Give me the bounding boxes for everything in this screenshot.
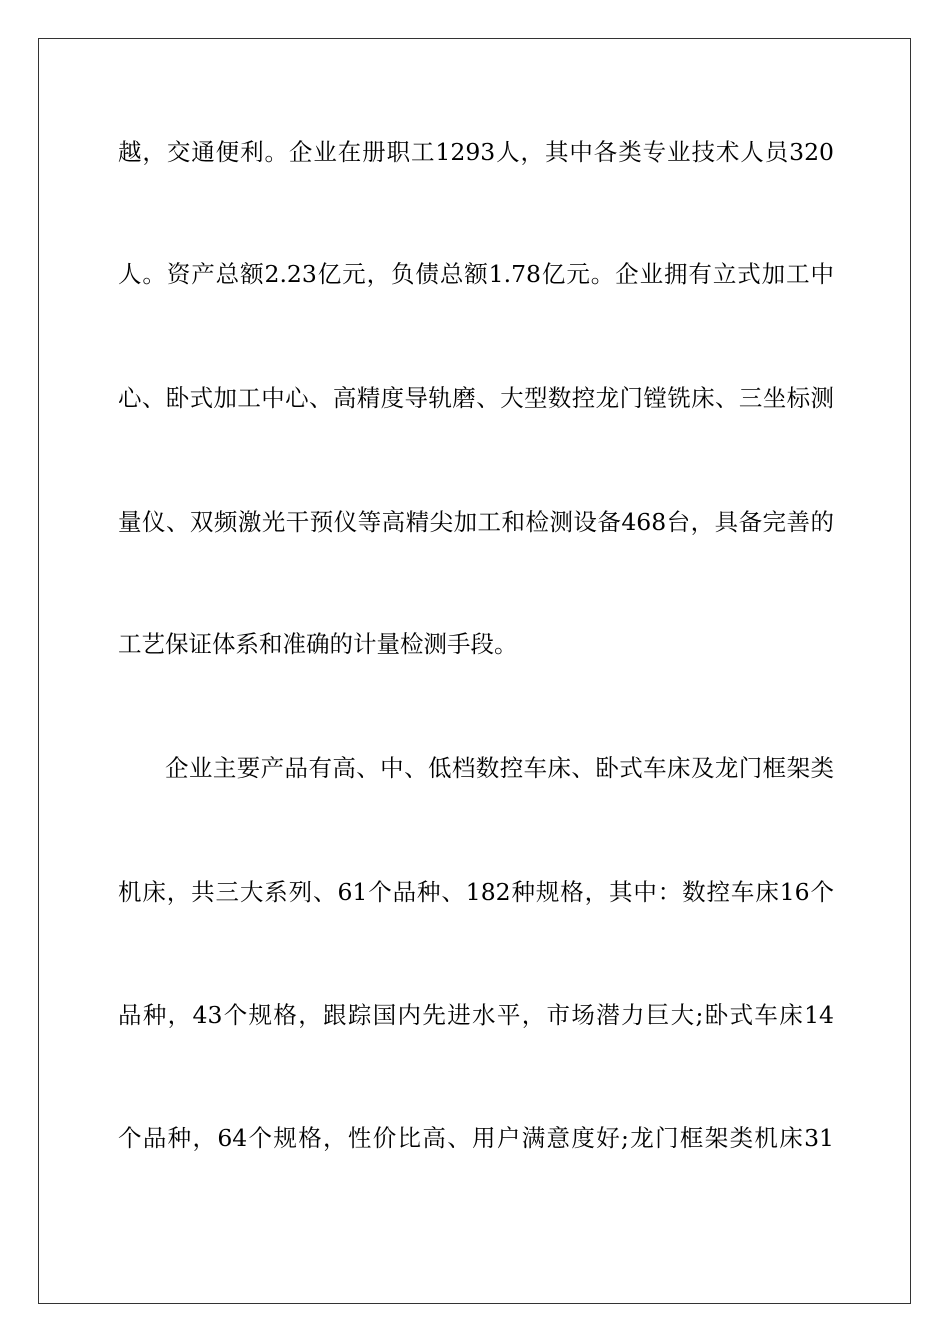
paragraph-line: 个品种，64个规格，性价比高、用户满意度好;龙门框架类机床31 [118, 1124, 834, 1152]
paragraph-line: 心、卧式加工中心、高精度导轨磨、大型数控龙门镗铣床、三坐标测 [118, 384, 834, 412]
paragraph-line: 人。资产总额2.23亿元，负债总额1.78亿元。企业拥有立式加工中 [118, 260, 834, 288]
paragraph-line: 工艺保证体系和准确的计量检测手段。 [118, 630, 518, 658]
paragraph-line: 越，交通便利。企业在册职工1293人，其中各类专业技术人员320 [118, 138, 834, 166]
paragraph-line: 品种，43个规格，跟踪国内先进水平，市场潜力巨大;卧式车床14 [118, 1001, 834, 1029]
paragraph-line: 机床，共三大系列、61个品种、182种规格，其中：数控车床16个 [118, 878, 834, 906]
paragraph-first-line: 企业主要产品有高、中、低档数控车床、卧式车床及龙门框架类 [165, 754, 834, 782]
paragraph-line: 量仪、双频激光干预仪等高精尖加工和检测设备468台，具备完善的 [118, 508, 834, 536]
page-border [38, 38, 911, 1304]
